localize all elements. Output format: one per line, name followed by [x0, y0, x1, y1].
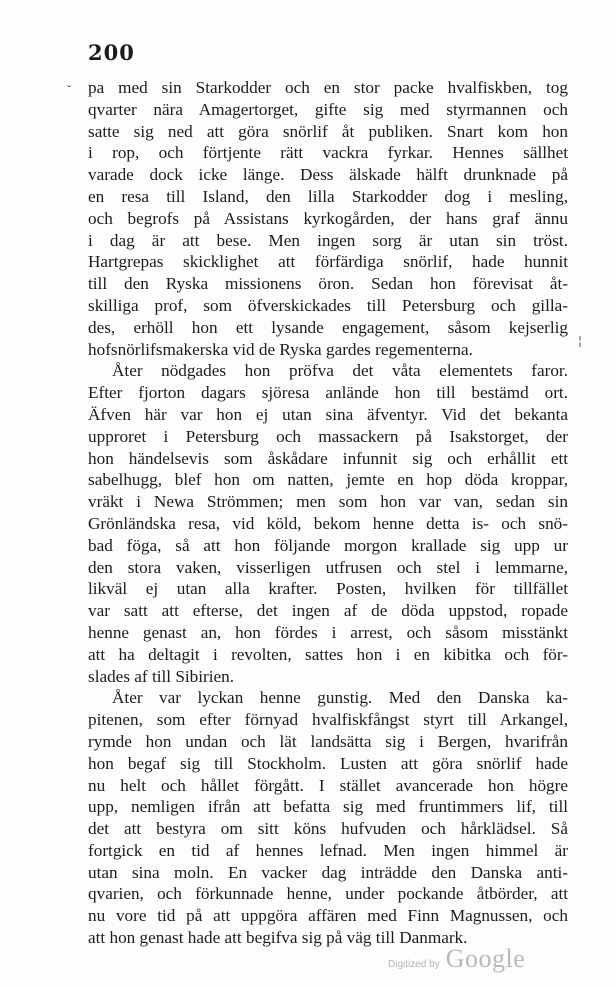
text-line: Äfven här var hon ej utan sina äfventyr. Vid det bekanta — [88, 404, 568, 424]
margin-mark-left: ˘ — [66, 84, 72, 98]
text-line: satte sig ned att göra snörlif åt publiken. Snart kom hon — [88, 121, 568, 141]
text-line: Åter nödgades hon pröfva det våta elementets faror. — [112, 361, 568, 381]
text-line: upproret i Petersburg och massackern på Isakstorget, der — [88, 426, 568, 446]
text-line: sabelhugg, blef hon om natten, jemte en hop döda kroppar, — [88, 470, 568, 490]
text-line: Grönländska resa, vid köld, bekom henne detta is- och snö- — [88, 513, 568, 533]
text-line: den stora vaken, visserligen utfrusen och stel i lemmarne, — [88, 557, 568, 577]
text-line: qvarien, och förkunnade henne, under pockande åtbörder, att — [88, 884, 568, 904]
digitized-by-label: Digitized by — [388, 959, 440, 970]
text-line: att ha deltagit i revolten, sattes hon i en kibitka och för- — [88, 644, 568, 664]
text-line: qvarter nära Amagertorget, gifte sig med styrmannen och — [88, 99, 568, 119]
digitized-watermark — [388, 944, 525, 974]
text-line: Efter fjorton dagars sjöresa anlände hon till bestämd ort. — [88, 383, 568, 403]
page-number: 200 — [88, 40, 135, 65]
text-line: slades af till Sibirien. — [88, 666, 235, 686]
text-line: att hon genast hade att begifva sig på väg till Danmark. — [88, 928, 468, 948]
text-line: till den Ryska missionens öron. Sedan hon förevisat åt- — [88, 274, 568, 294]
text-line: det att bestyra om sitt köns hufvuden och hårklädsel. Så — [88, 819, 568, 839]
text-line: likväl ej utan alla krafter. Posten, hvilken för tillfället — [88, 579, 568, 599]
text-line: Hartgrepas skicklighet att förfärdiga snörlif, hade hunnit — [88, 252, 568, 272]
text-line: hon begaf sig till Stockholm. Lusten att göra snörlif hade — [88, 753, 568, 773]
text-line: i rop, och förtjente rätt vackra fyrkar. Hennes sällhet — [88, 143, 568, 163]
text-line: utan sina moln. En vacker dag inträdde den Danska anti- — [88, 862, 568, 882]
text-line: i dag är att bese. Men ingen sorg är utan sin tröst. — [88, 230, 568, 250]
text-line: Åter var lyckan henne gunstig. Med den Danska ka- — [112, 688, 568, 708]
text-line: upp, nemligen ifrån att befatta sig med fruntimmers lif, till — [88, 797, 568, 817]
text-line: en resa till Island, den lilla Starkodder dog i mesling, — [88, 186, 568, 206]
google-logo: Google — [445, 944, 526, 973]
margin-mark-right: ¦ — [578, 334, 583, 348]
text-line: och begrofs på Assistans kyrkogården, der hans graf ännu — [88, 208, 568, 228]
text-line: var satt att efterse, det ingen af de döda uppstod, ropade — [88, 601, 568, 621]
text-line: des, erhöll hon ett lysande engagement, såsom kejserlig — [88, 317, 568, 337]
text-line: rymde hon undan och lät landsätta sig i Bergen, hvarifrån — [88, 731, 568, 751]
text-line: hon händelsevis som åskådare infunnit sig och erhållit ett — [88, 448, 568, 468]
text-line: hofsnörlifsmakerska vid de Ryska gardes regementerna. — [88, 339, 473, 359]
text-line: henne genast an, hon fördes i arrest, och såsom misstänkt — [88, 622, 568, 642]
text-line: pitenen, som efter förnyad hvalfiskfångst styrt till Arkangel, — [88, 710, 568, 730]
text-line: nu vore tid på att uppgöra affären med Finn Magnussen, och — [88, 906, 568, 926]
text-line: fortgick en tid af hennes lefnad. Men ingen himmel är — [88, 840, 568, 860]
text-line: varade dock icke länge. Dess älskade hälft drunknade på — [88, 165, 568, 185]
text-line: nu helt och hållet förgått. I stället avancerade hon högre — [88, 775, 568, 795]
body-text — [88, 77, 568, 949]
text-line: pa med sin Starkodder och en stor packe hvalfiskben, tog — [88, 78, 568, 97]
text-line: vräkt i Newa Strömmen; men som hon var van, sedan sin — [88, 492, 568, 512]
text-line: skilliga prof, som öfverskickades till Petersburg och gilla- — [88, 295, 568, 315]
text-line: bad föga, så att hon följande morgon krallade sig upp ur — [88, 535, 568, 555]
